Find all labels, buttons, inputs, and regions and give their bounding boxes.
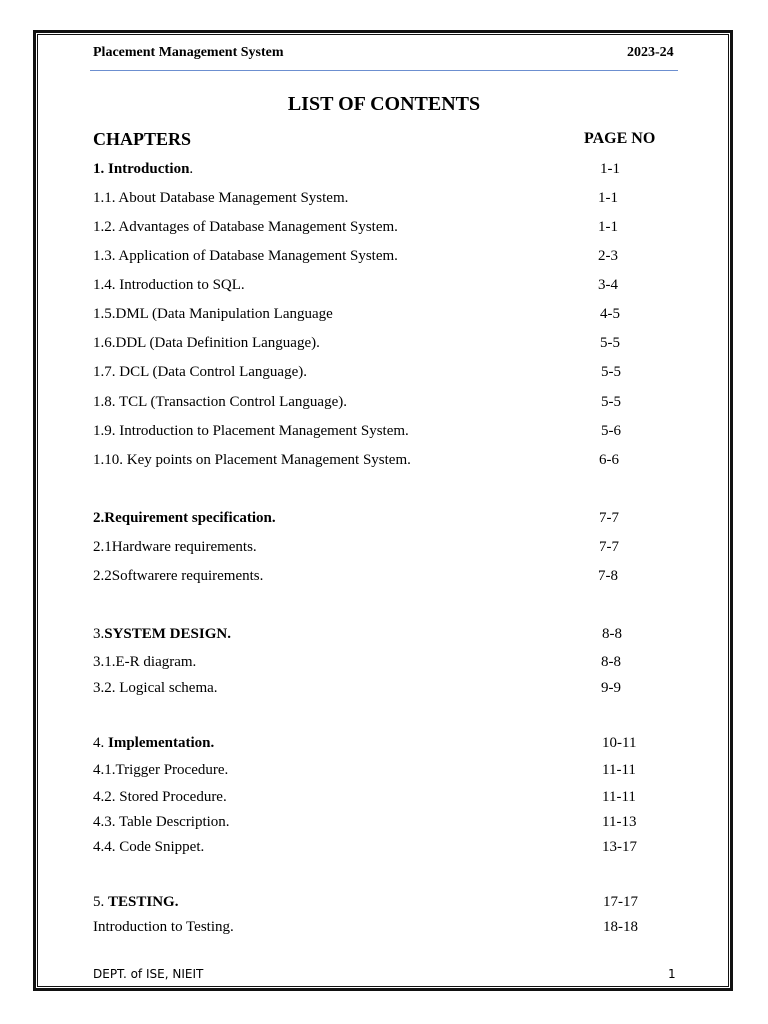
toc-entry-1-1-pages: 1-1: [598, 190, 618, 206]
toc-entry-2[interactable]: 2.Requirement specification.: [93, 510, 276, 526]
toc-entry-1-10-pages: 6-6: [599, 452, 619, 468]
toc-entry-1-2[interactable]: 1.2. Advantages of Database Management System.: [93, 219, 398, 235]
header-project-name: Placement Management System: [93, 45, 284, 60]
toc-entry-1-4[interactable]: 1.4. Introduction to SQL.: [93, 277, 245, 293]
header-divider: [90, 70, 678, 71]
page-no-column-heading: PAGE NO: [584, 130, 656, 147]
toc-entry-title: Implementation.: [108, 735, 215, 751]
toc-entry-4-1[interactable]: 4.1.Trigger Procedure.: [93, 762, 229, 778]
toc-entry-1-6[interactable]: 1.6.DDL (Data Definition Language).: [93, 335, 320, 351]
toc-entry-number: 3.: [93, 626, 105, 642]
toc-entry-number: 4.: [93, 735, 108, 751]
toc-entry-2-pages: 7-7: [599, 510, 619, 526]
toc-entry-4-4[interactable]: 4.4. Code Snippet.: [93, 839, 205, 855]
toc-entry-5-1-pages: 18-18: [603, 919, 638, 935]
toc-entry-title: TESTING.: [108, 894, 179, 910]
toc-entry-1-4-pages: 3-4: [598, 277, 618, 293]
toc-entry-5-pages: 17-17: [603, 894, 638, 910]
toc-entry-1-9[interactable]: 1.9. Introduction to Placement Management System.: [93, 423, 409, 439]
toc-entry-1-5[interactable]: 1.5.DML (Data Manipulation Language: [93, 306, 333, 322]
header-year: 2023-24: [627, 45, 674, 60]
toc-entry-1-7-pages: 5-5: [601, 364, 621, 380]
toc-entry-5-1[interactable]: Introduction to Testing.: [93, 919, 234, 935]
toc-entry-number: 5.: [93, 894, 108, 910]
toc-entry-1-8-pages: 5-5: [601, 394, 621, 410]
toc-entry-4[interactable]: [93, 735, 214, 752]
toc-entry-1-3[interactable]: 1.3. Application of Database Management System.: [93, 248, 398, 264]
toc-entry-2-2-pages: 7-8: [598, 568, 618, 584]
toc-entry-3-2-pages: 9-9: [601, 680, 621, 696]
toc-entry-3-pages: 8-8: [602, 626, 622, 642]
toc-entry-1-pages: 1-1: [600, 161, 620, 177]
footer-department: DEPT. of ISE, NIEIT: [93, 967, 204, 981]
toc-entry-title: SYSTEM DESIGN.: [104, 626, 231, 642]
toc-entry-2-1-pages: 7-7: [599, 539, 619, 555]
page-title: LIST OF CONTENTS: [287, 93, 481, 115]
toc-entry-1-5-pages: 4-5: [600, 306, 620, 322]
toc-entry-3-1-pages: 8-8: [601, 654, 621, 670]
toc-entry-3[interactable]: [93, 626, 231, 643]
toc-entry-3-1[interactable]: 3.1.E-R diagram.: [93, 654, 197, 670]
toc-entry-3-2[interactable]: 3.2. Logical schema.: [93, 680, 218, 696]
toc-entry-4-3[interactable]: 4.3. Table Description.: [93, 814, 230, 830]
toc-entry-1-6-pages: 5-5: [600, 335, 620, 351]
toc-entry-4-2-pages: 11-11: [602, 789, 636, 805]
footer-page-number: 1: [668, 967, 676, 981]
toc-entry-suffix: .: [189, 161, 194, 177]
toc-entry-5[interactable]: [93, 894, 178, 911]
toc-entry-1-10[interactable]: 1.10. Key points on Placement Management System.: [93, 452, 411, 468]
chapters-column-heading: CHAPTERS: [93, 129, 192, 149]
toc-entry-1-1[interactable]: 1.1. About Database Management System.: [93, 190, 349, 206]
toc-entry-4-4-pages: 13-17: [602, 839, 637, 855]
toc-entry-1-2-pages: 1-1: [598, 219, 618, 235]
toc-entry-2-1[interactable]: 2.1Hardware requirements.: [93, 539, 257, 555]
toc-entry-1[interactable]: [93, 161, 193, 178]
toc-entry-1-8[interactable]: 1.8. TCL (Transaction Control Language).: [93, 394, 347, 410]
toc-entry-4-1-pages: 11-11: [602, 762, 636, 778]
toc-entry-1-3-pages: 2-3: [598, 248, 618, 264]
toc-entry-2-2[interactable]: 2.2Softwarere requirements.: [93, 568, 264, 584]
toc-entry-title: Introduction: [104, 161, 190, 177]
toc-entry-4-pages: 10-11: [602, 735, 637, 751]
toc-entry-4-3-pages: 11-13: [602, 814, 637, 830]
toc-entry-number: 1.: [93, 161, 105, 177]
toc-entry-1-9-pages: 5-6: [601, 423, 621, 439]
toc-entry-1-7[interactable]: 1.7. DCL (Data Control Language).: [93, 364, 307, 380]
toc-entry-4-2[interactable]: 4.2. Stored Procedure.: [93, 789, 227, 805]
